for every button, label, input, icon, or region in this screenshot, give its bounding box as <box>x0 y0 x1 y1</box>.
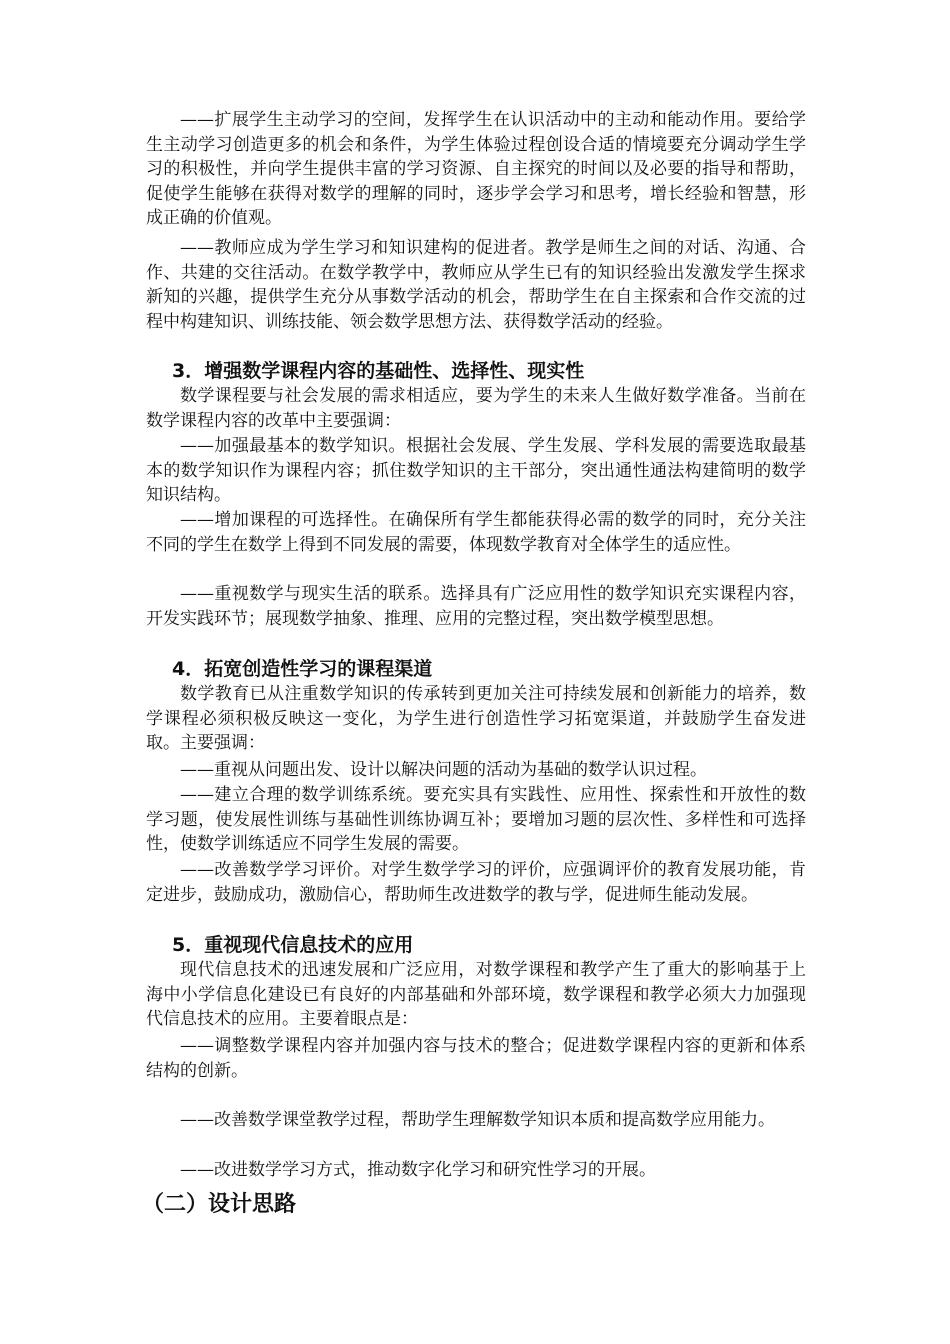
paragraph-classroom-process: ——改善数学课堂教学过程，帮助学生理解数学知识本质和提高数学应用能力。 <box>180 1110 775 1130</box>
paragraph-learning-methods: ——改进数学学习方式，推动数字化学习和研究性学习的开展。 <box>180 1160 656 1180</box>
paragraph-section-4-intro: 数学教育已从注重数学知识的传承转到更加关注可持续发展和创新能力的培养，数学课程必须积极反映这一变化，为学生进行创造性学习拓宽渠道，并鼓励学生奋发进取。主要强调： <box>146 684 806 753</box>
paragraph-basic-knowledge: ——加强最基本的数学知识。根据社会发展、学生发展、学科发展的需要选取最基本的数学知识作为课程内容；抓住数学知识的主干部分，突出通性通法构建简明的数学知识结构。 <box>146 436 806 505</box>
heading-section-5: 5．重视现代信息技术的应用 <box>172 934 414 956</box>
paragraph-section-5-intro: 现代信息技术的迅速发展和广泛应用，对数学课程和教学产生了重大的影响基于上海中小学信息化建设已有良好的内部基础和外部环境，数学课程和教学必须大力加强现代信息技术的应用。主要着眼点是： <box>146 960 806 1029</box>
paragraph-training-system: ——建立合理的数学训练系统。要充实具有实践性、应用性、探索性和开放性的数学习题，使发展性训练与基础性训练协调互补；要增加习题的层次性、多样性和可选择性，使数学训练适应不同学生发展的需要。 <box>146 785 806 854</box>
paragraph-problem-based: ——重视从问题出发、设计以解决问题的活动为基础的数学认识过程。 <box>180 760 707 780</box>
heading-section-3: 3．增强数学课程内容的基础性、选择性、现实性 <box>172 360 585 382</box>
heading-design-ideas: （二）设计思路 <box>142 1192 297 1217</box>
heading-section-4: 4．拓宽创造性学习的课程渠道 <box>172 658 433 680</box>
paragraph-active-learning: ——扩展学生主动学习的空间，发挥学生在认识活动中的主动和能动作用。要给学生主动学习创造更多的机会和条件，为学生体验过程创设合适的情境要充分调动学生学习的积极性，并向学生提供丰富的学习资源、自主探究的时间以及必要的指导和帮助，促使学生能够在获得对数学的理解的同时，逐步学会学习和思考，增长经验和智慧，形成正确的价值观。 <box>146 110 806 228</box>
paragraph-real-life: ——重视数学与现实生活的联系。选择具有广泛应用性的数学知识充实课程内容，开发实践环节；展现数学抽象、推理、应用的完整过程，突出数学模型思想。 <box>146 584 806 629</box>
paragraph-selectivity: ——增加课程的可选择性。在确保所有学生都能获得必需的数学的同时，充分关注不同的学生在数学上得到不同发展的需要，体现数学教育对全体学生的适应性。 <box>146 510 806 555</box>
paragraph-section-3-intro: 数学课程要与社会发展的需求相适应，要为学生的未来人生做好数学准备。当前在数学课程内容的改革中主要强调： <box>146 386 806 431</box>
paragraph-content-integration: ——调整数学课程内容并加强内容与技术的整合；促进数学课程内容的更新和体系结构的创新。 <box>146 1036 806 1081</box>
paragraph-assessment: ——改善数学学习评价。对学生数学学习的评价，应强调评价的教育发展功能，肯定进步，鼓励成功，激励信心，帮助师生改进数学的教与学，促进师生能动发展。 <box>146 860 806 905</box>
paragraph-teacher-facilitator: ——教师应成为学生学习和知识建构的促进者。教学是师生之间的对话、沟通、合作、共建的交往活动。在数学教学中，教师应从学生已有的知识经验出发激发学生探求新知的兴趣，提供学生充分从事数学活动的机会，帮助学生在自主探索和合作交流的过程中构建知识、训练技能、领会数学思想方法、获得数学活动的经验。 <box>146 238 806 332</box>
